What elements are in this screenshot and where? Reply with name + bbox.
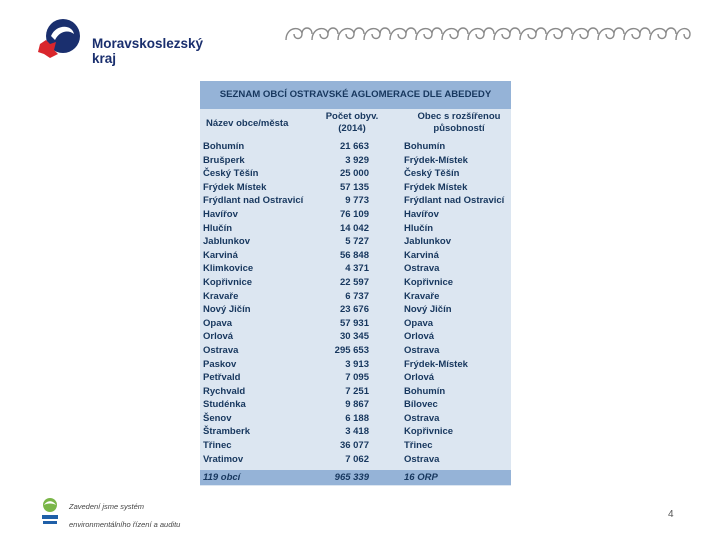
total-orp: 16 ORP: [404, 472, 438, 483]
cell-population: 76 109: [339, 208, 369, 220]
cell-orp: Ostrava: [404, 453, 440, 465]
cell-orp: Frýdlant nad Ostravicí: [404, 195, 505, 207]
table-row: [200, 398, 511, 412]
footer-line-1: Zavedení jsme systém: [69, 502, 145, 511]
cell-name: Štramberk: [203, 426, 250, 438]
table-row: [200, 276, 511, 290]
cell-orp: Orlová: [404, 331, 435, 343]
cell-name: Bohumín: [203, 141, 245, 152]
cell-name: Paskov: [203, 358, 237, 370]
cell-population: 3 913: [345, 358, 369, 370]
cell-orp: Frýdek Místek: [404, 181, 468, 193]
cell-population: 295 653: [334, 344, 369, 356]
cell-name: Jablunkov: [203, 236, 250, 248]
header-population: [320, 111, 384, 135]
cell-name: Karviná: [203, 249, 238, 261]
cell-orp: Kravaře: [404, 290, 440, 302]
cell-name: Ostrava: [203, 344, 239, 356]
moravskoslezsky-kraj-logo: [36, 14, 206, 64]
total-pop: 965 339: [334, 472, 369, 483]
cell-orp: Bohumín: [404, 141, 446, 152]
cell-population: 30 345: [339, 331, 369, 343]
table-row: [200, 371, 511, 385]
cell-name: Havířov: [203, 208, 238, 220]
cell-orp: Ostrava: [404, 344, 440, 356]
cell-orp: Frýdek-Místek: [404, 358, 468, 370]
cell-orp: Český Těšín: [404, 168, 460, 180]
table-row: [200, 317, 511, 331]
table-row: [200, 303, 511, 317]
table-row: [200, 358, 511, 372]
cell-name: Kopřivnice: [203, 276, 253, 288]
header-orp-line-1: Obec s rozšířenou: [417, 111, 501, 122]
table-row: [200, 262, 511, 276]
cell-orp: Kopřivnice: [404, 426, 454, 438]
cell-population: 25 000: [339, 168, 369, 180]
cell-population: 7 062: [345, 453, 369, 465]
total-name: 119 obcí: [203, 472, 241, 483]
header-orp-line-2: působností: [433, 123, 485, 134]
cell-name: Vratimov: [203, 453, 244, 465]
page-number: 4: [668, 509, 674, 520]
cell-population: 4 371: [345, 263, 369, 275]
cell-population: 6 188: [345, 412, 369, 424]
cell-population: 9 867: [345, 399, 369, 411]
table-row: [200, 235, 511, 249]
cell-population: 22 597: [339, 276, 369, 288]
cell-population: 7 095: [345, 372, 369, 384]
cell-population: 3 929: [345, 154, 369, 166]
cell-orp: Havířov: [404, 208, 439, 220]
logo-text: [92, 36, 203, 66]
table-row: [200, 439, 511, 453]
cell-orp: Karviná: [404, 249, 439, 261]
cell-orp: Třinec: [404, 440, 433, 452]
cell-name: Frýdlant nad Ostravicí: [203, 195, 304, 207]
table-row: [200, 181, 511, 195]
header-name: Název obce/města: [206, 118, 289, 129]
municipality-table: [200, 81, 511, 486]
cell-orp: Ostrava: [404, 412, 440, 424]
header-orp: [412, 111, 506, 135]
footer-line-2: environmentálního řízení a auditu: [69, 520, 181, 529]
kraj-emblem-icon: [36, 14, 96, 64]
cell-population: 23 676: [339, 304, 369, 316]
wave-pattern-icon: [282, 20, 694, 46]
table-row: [200, 425, 511, 439]
cell-orp: Jablunkov: [404, 236, 451, 248]
cell-population: 57 931: [339, 317, 369, 329]
logo-line-2: kraj: [92, 51, 117, 66]
table-row: [200, 167, 511, 181]
cell-name: Třinec: [203, 440, 232, 452]
cell-population: 56 848: [339, 249, 369, 261]
table-title: SEZNAM OBCÍ OSTRAVSKÉ AGLOMERACE DLE ABEDEDY: [200, 81, 511, 109]
table-row: [200, 290, 511, 304]
table-total-row: [200, 470, 511, 485]
cell-name: Hlučín: [203, 222, 233, 234]
cell-name: Studénka: [203, 399, 246, 411]
cell-population: 57 135: [339, 181, 369, 193]
cell-orp: Orlová: [404, 372, 435, 384]
table-row: [200, 412, 511, 426]
cell-name: Orlová: [203, 331, 234, 343]
table-row: [200, 208, 511, 222]
cell-population: 6 737: [345, 290, 369, 302]
logo-line-1: Moravskoslezský: [92, 36, 204, 51]
cell-name: Český Těšín: [203, 168, 259, 180]
cell-orp: Ostrava: [404, 263, 440, 275]
emas-logo-icon: [38, 496, 62, 528]
table-row: [200, 194, 511, 208]
cell-orp: Opava: [404, 317, 434, 329]
cell-name: Nový Jičín: [203, 304, 251, 316]
table-row: [200, 385, 511, 399]
cell-name: Kravaře: [203, 290, 239, 302]
cell-population: 5 727: [345, 236, 369, 248]
table-row: [200, 453, 511, 467]
header-population-line-1: Počet obyv.: [325, 111, 379, 122]
cell-population: 9 773: [345, 195, 369, 207]
cell-population: 21 663: [339, 141, 369, 152]
table-row: [200, 330, 511, 344]
cell-name: Šenov: [203, 412, 232, 424]
cell-name: Opava: [203, 317, 233, 329]
table-row: [200, 249, 511, 263]
table-row: [200, 154, 511, 168]
cell-name: Petřvald: [203, 372, 241, 384]
cell-orp: Nový Jičín: [404, 304, 452, 316]
header-population-line-2: (2014): [338, 123, 366, 134]
cell-orp: Hlučín: [404, 222, 434, 234]
cell-orp: Kopřivnice: [404, 276, 454, 288]
cell-name: Brušperk: [203, 154, 245, 166]
cell-population: 36 077: [339, 440, 369, 452]
cell-population: 14 042: [339, 222, 369, 234]
cell-name: Frýdek Místek: [203, 181, 267, 193]
table-row: [200, 222, 511, 236]
cell-population: 7 251: [345, 385, 369, 397]
cell-orp: Frýdek-Místek: [404, 154, 468, 166]
cell-name: Rychvald: [203, 385, 246, 397]
cell-name: Klimkovice: [203, 263, 254, 275]
table-row: [200, 140, 511, 154]
cell-population: 3 418: [345, 426, 369, 438]
cell-orp: Bohumín: [404, 385, 446, 397]
table-row: [200, 344, 511, 358]
cell-orp: Bílovec: [404, 399, 438, 411]
table-body: [200, 140, 511, 466]
